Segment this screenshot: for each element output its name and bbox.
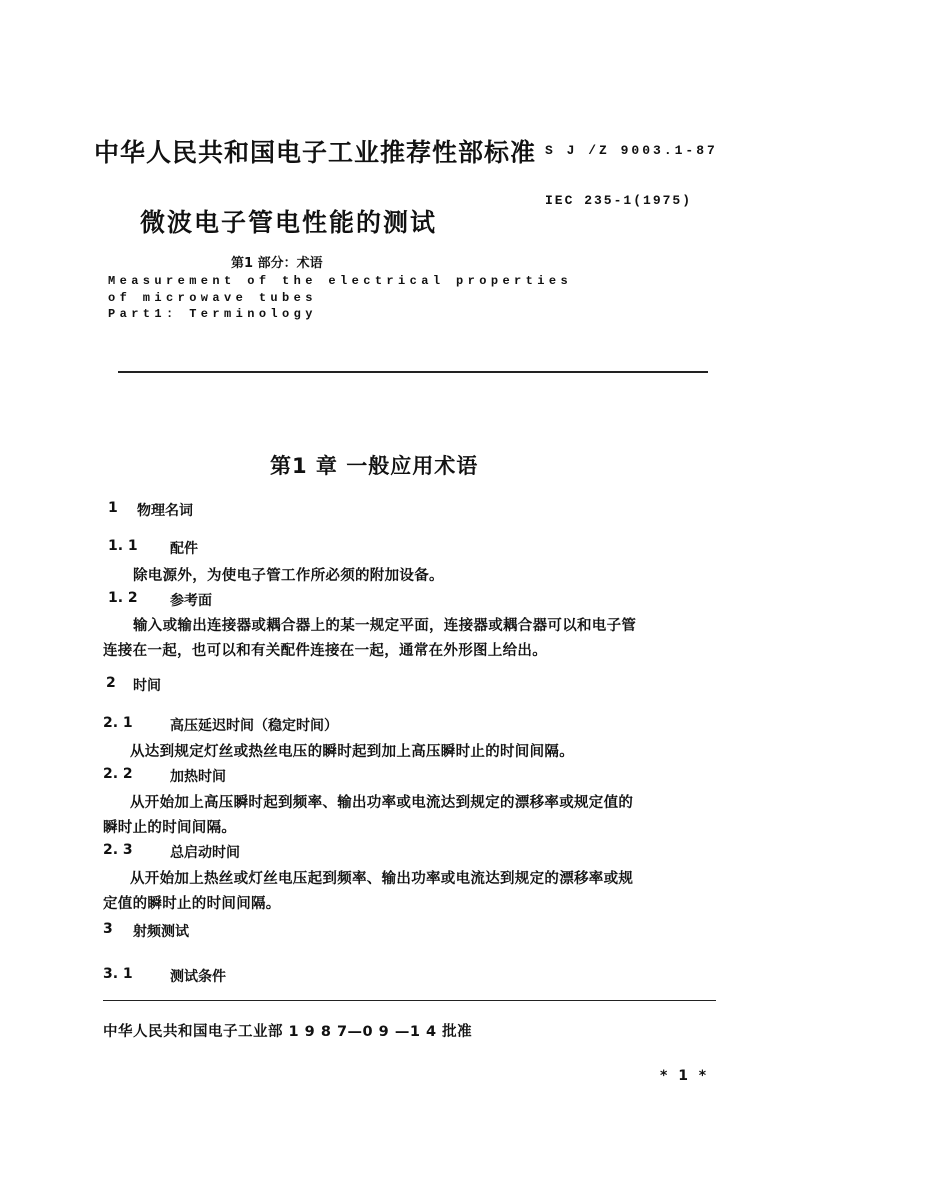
footer-divider	[103, 1000, 716, 1001]
approval-statement: 中华人民共和国电子工业部 1 9 8 7—0 9 —1 4 批准	[103, 1024, 473, 1040]
section-number: 2. 2	[103, 766, 133, 782]
page-number: * 1 *	[660, 1068, 710, 1084]
standard-number: S J /Z 9003.1-87	[545, 143, 718, 158]
section-number: 1. 2	[108, 590, 138, 606]
english-title-line-1: Measurement of the electrical properties	[108, 274, 573, 288]
section-heading: 物理名词	[137, 503, 193, 519]
english-title-line-2: of microwave tubes	[108, 291, 317, 305]
document-title: 微波电子管电性能的测试	[140, 208, 438, 237]
section-heading: 参考面	[170, 593, 212, 609]
section-number: 2. 3	[103, 842, 133, 858]
section-heading: 总启动时间	[170, 845, 240, 861]
section-heading: 加热时间	[170, 769, 226, 785]
section-number: 3	[103, 921, 113, 937]
paragraph-line: 定值的瞬时止的时间间隔。	[103, 896, 281, 912]
paragraph-line: 输入或输出连接器或耦合器上的某一规定平面，连接器或耦合器可以和电子管	[133, 618, 637, 634]
section-heading: 测试条件	[170, 969, 226, 985]
paragraph-line: 从开始加上高压瞬时起到频率、输出功率或电流达到规定的漂移率或规定值的	[130, 795, 634, 811]
section-number: 1. 1	[108, 538, 138, 554]
paragraph-line: 除电源外，为使电子管工作所必须的附加设备。	[133, 568, 444, 584]
paragraph-line: 连接在一起，也可以和有关配件连接在一起，通常在外形图上给出。	[103, 643, 547, 659]
section-number: 2. 1	[103, 715, 133, 731]
paragraph-line: 瞬时止的时间间隔。	[103, 820, 237, 836]
iec-reference-number: IEC 235-1(1975)	[545, 193, 693, 208]
section-heading: 射频测试	[133, 924, 189, 940]
paragraph-line: 从达到规定灯丝或热丝电压的瞬时起到加上高压瞬时止的时间间隔。	[130, 744, 574, 760]
part-title: 第1 部分：术语	[231, 256, 323, 271]
paragraph-line: 从开始加上热丝或灯丝电压起到频率、输出功率或电流达到规定的漂移率或规	[130, 871, 634, 887]
issuing-organization-title: 中华人民共和国电子工业推荐性部标准	[94, 138, 537, 167]
chapter-title: 第1 章 一般应用术语	[270, 454, 479, 478]
section-heading: 配件	[170, 541, 198, 557]
section-number: 2	[106, 675, 116, 691]
english-title-line-3: Part1: Terminology	[108, 307, 317, 321]
section-number: 1	[108, 500, 118, 516]
header-divider	[118, 371, 708, 373]
section-heading: 高压延迟时间（稳定时间）	[170, 718, 338, 734]
section-heading: 时间	[133, 678, 161, 694]
section-number: 3. 1	[103, 966, 133, 982]
